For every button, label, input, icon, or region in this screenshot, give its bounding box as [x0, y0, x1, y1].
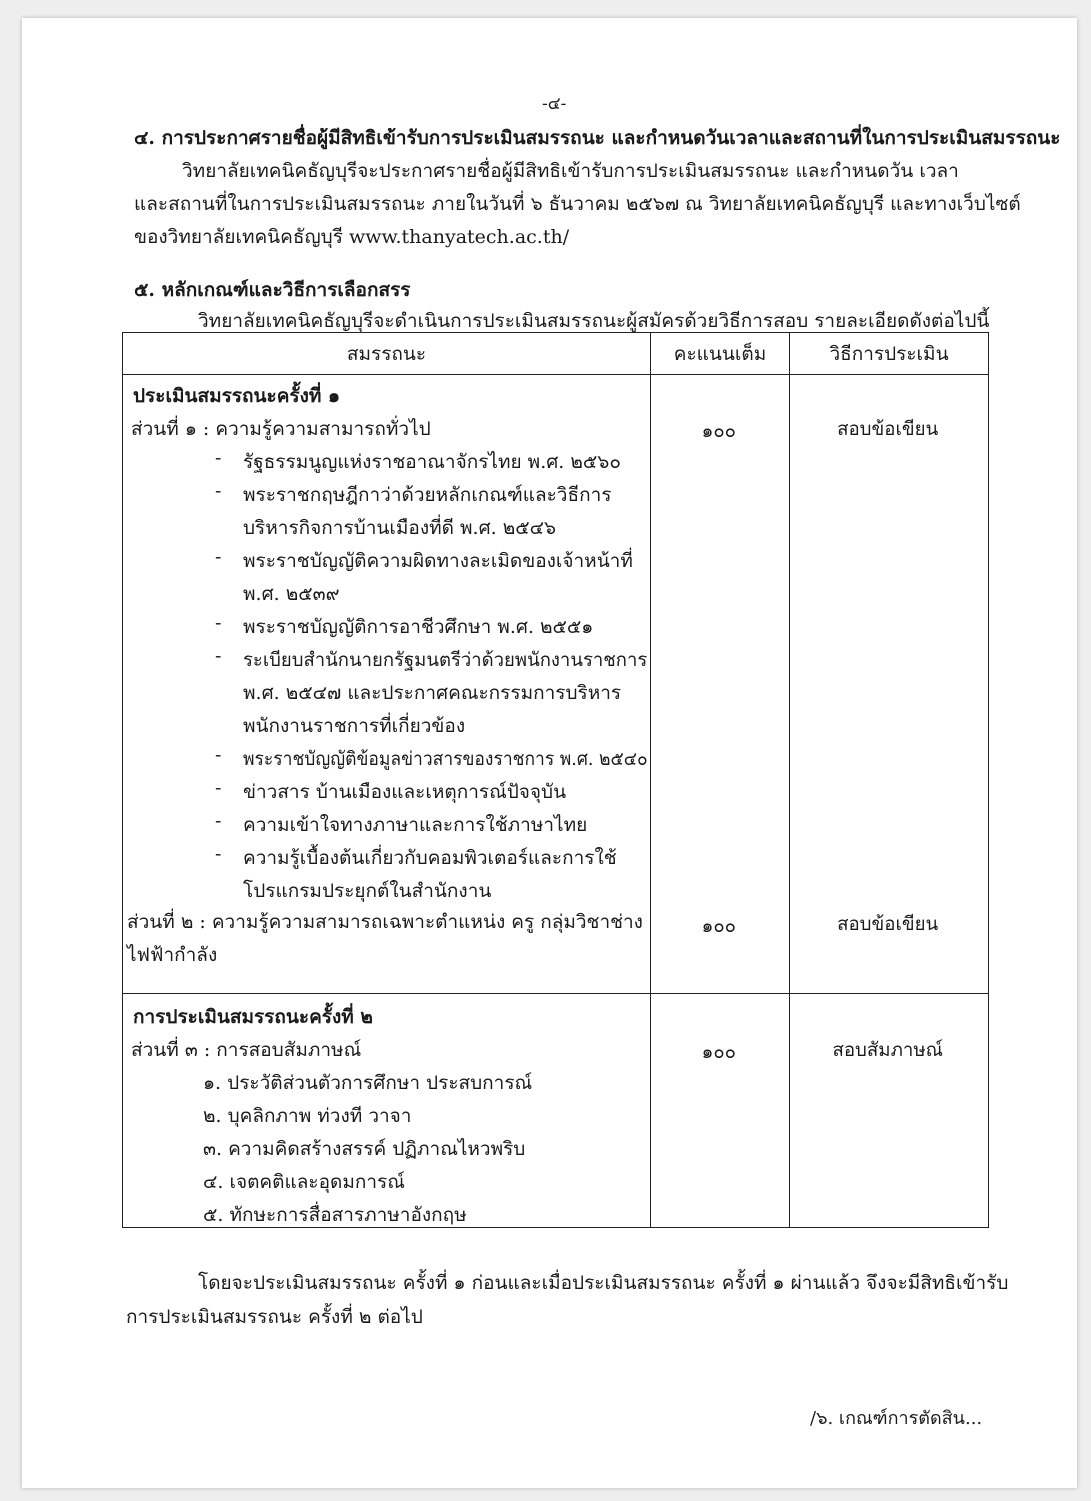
part2-title-line2: ไฟฟ้ากำลัง — [127, 944, 218, 966]
bullet-dash: - — [215, 612, 222, 634]
competency-item-line: พระราชกฤษฎีกาว่าด้วยหลักเกณฑ์และวิธีการ — [243, 484, 612, 506]
table-row-round2 — [123, 994, 989, 1228]
bullet-dash: - — [215, 777, 222, 799]
round2-method-cell — [790, 994, 989, 1228]
part1-method: สอบข้อเขียน — [837, 418, 939, 440]
part2-method: สอบข้อเขียน — [837, 913, 939, 935]
competency-item-line: พระราชบัญญัติความผิดทางละเมิดของเจ้าหน้าที่ — [243, 550, 633, 572]
interview-item: ๑. ประวัติส่วนตัวการศึกษา ประสบการณ์ — [203, 1072, 533, 1094]
page-number: -๔- — [542, 94, 567, 114]
table-row-round1 — [123, 375, 989, 994]
round2-score-cell — [651, 994, 790, 1228]
part1-score: ๑๐๐ — [701, 420, 736, 442]
competency-item-line: ระเบียบสำนักนายกรัฐมนตรีว่าด้วยพนักงานราชการ — [243, 649, 648, 671]
bullet-dash: - — [215, 843, 222, 865]
part2-score: ๑๐๐ — [701, 915, 736, 937]
round2-title: การประเมินสมรรถนะครั้งที่ ๒ — [133, 1006, 373, 1028]
section-4-paragraph-line: ของวิทยาลัยเทคนิคธัญบุรี www.thanyatech.ac.th/ — [134, 226, 570, 248]
round2-competency-cell — [123, 994, 651, 1228]
bullet-dash: - — [215, 447, 222, 469]
competency-item-line: ความเข้าใจทางภาษาและการใช้ภาษาไทย — [243, 814, 588, 836]
interview-item: ๒. บุคลิกภาพ ท่วงที วาจา — [203, 1105, 412, 1127]
table-header-row — [123, 333, 989, 375]
section-4-heading: ๔. การประกาศรายชื่อผู้มีสิทธิเข้ารับการประเมินสมรรถนะ และกำหนดวันเวลาและสถานที่ในการประเมินสมรรถนะ — [134, 127, 1061, 149]
competency-table — [122, 332, 989, 1228]
round1-score-cell — [651, 375, 790, 994]
round1-method-cell — [790, 375, 989, 994]
competency-item-line: ความรู้เบื้องต้นเกี่ยวกับคอมพิวเตอร์และการใช้ — [243, 847, 617, 869]
round1-title: ประเมินสมรรถนะครั้งที่ ๑ — [133, 385, 341, 407]
round1-competency-cell — [123, 375, 651, 994]
section-5-heading: ๕. หลักเกณฑ์และวิธีการเลือกสรร — [134, 279, 411, 301]
interview-item: ๕. ทักษะการสื่อสารภาษาอังกฤษ — [203, 1204, 467, 1226]
bullet-dash: - — [215, 810, 222, 832]
bullet-dash: - — [215, 546, 222, 568]
competency-item-line: พระราชบัญญัติข้อมูลข่าวสารของราชการ พ.ศ. ๒๕๔๐ — [243, 748, 648, 770]
closing-line-2: การประเมินสมรรถนะ ครั้งที่ ๒ ต่อไป — [126, 1306, 423, 1328]
bullet-dash: - — [215, 480, 222, 502]
header-competency: สมรรถนะ — [123, 333, 651, 375]
header-full-score: คะแนนเต็ม — [651, 333, 790, 375]
interview-item: ๔. เจตคติและอุดมการณ์ — [203, 1171, 405, 1193]
part3-method: สอบสัมภาษณ์ — [832, 1039, 943, 1061]
part3-score: ๑๐๐ — [701, 1041, 736, 1063]
part1-title: ส่วนที่ ๑ : ความรู้ความสามารถทั่วไป — [131, 418, 431, 440]
next-page-reference: /๖. เกณฑ์การตัดสิน... — [810, 1408, 983, 1429]
section-4-paragraph-line: วิทยาลัยเทคนิคธัญบุรีจะประกาศรายชื่อผู้มีสิทธิเข้ารับการประเมินสมรรถนะ และกำหนดวัน เวลา — [182, 160, 959, 182]
competency-item-line: พนักงานราชการที่เกี่ยวข้อง — [243, 715, 466, 737]
competency-item-line: โปรแกรมประยุกต์ในสำนักงาน — [243, 880, 492, 902]
competency-item-line: ข่าวสาร บ้านเมืองและเหตุการณ์ปัจจุบัน — [243, 781, 567, 803]
competency-item-line: บริหารกิจการบ้านเมืองที่ดี พ.ศ. ๒๕๔๖ — [243, 517, 557, 539]
bullet-dash: - — [215, 744, 222, 766]
competency-item-line: พ.ศ. ๒๕๓๙ — [243, 583, 340, 605]
document-page — [22, 18, 1077, 1488]
interview-item: ๓. ความคิดสร้างสรรค์ ปฏิภาณไหวพริบ — [203, 1138, 526, 1160]
part2-title-line1: ส่วนที่ ๒ : ความรู้ความสามารถเฉพาะตำแหน่ง ครู กลุ่มวิชาช่าง — [127, 911, 643, 933]
section-5-intro: วิทยาลัยเทคนิคธัญบุรีจะดำเนินการประเมินสมรรถนะผู้สมัครด้วยวิธีการสอบ รายละเอียดดังต่อไปนี้ — [198, 310, 990, 332]
competency-item-line: พระราชบัญญัติการอาชีวศึกษา พ.ศ. ๒๕๕๑ — [243, 616, 594, 638]
header-method: วิธีการประเมิน — [790, 333, 989, 375]
part3-title: ส่วนที่ ๓ : การสอบสัมภาษณ์ — [131, 1039, 362, 1061]
closing-line-1: โดยจะประเมินสมรรถนะ ครั้งที่ ๑ ก่อนและเมื่อประเมินสมรรถนะ ครั้งที่ ๑ ผ่านแล้ว จึงจะมีสิทธิเข้ารับ — [198, 1272, 1009, 1294]
competency-item-line: รัฐธรรมนูญแห่งราชอาณาจักรไทย พ.ศ. ๒๕๖๐ — [243, 451, 621, 473]
competency-item-line: พ.ศ. ๒๕๔๗ และประกาศคณะกรรมการบริหาร — [243, 682, 622, 704]
section-4-paragraph-line: และสถานที่ในการประเมินสมรรถนะ ภายในวันที่ ๖ ธันวาคม ๒๕๖๗ ณ วิทยาลัยเทคนิคธัญบุรี และทางเว็บไซต์ — [134, 193, 1021, 215]
bullet-dash: - — [215, 645, 222, 667]
